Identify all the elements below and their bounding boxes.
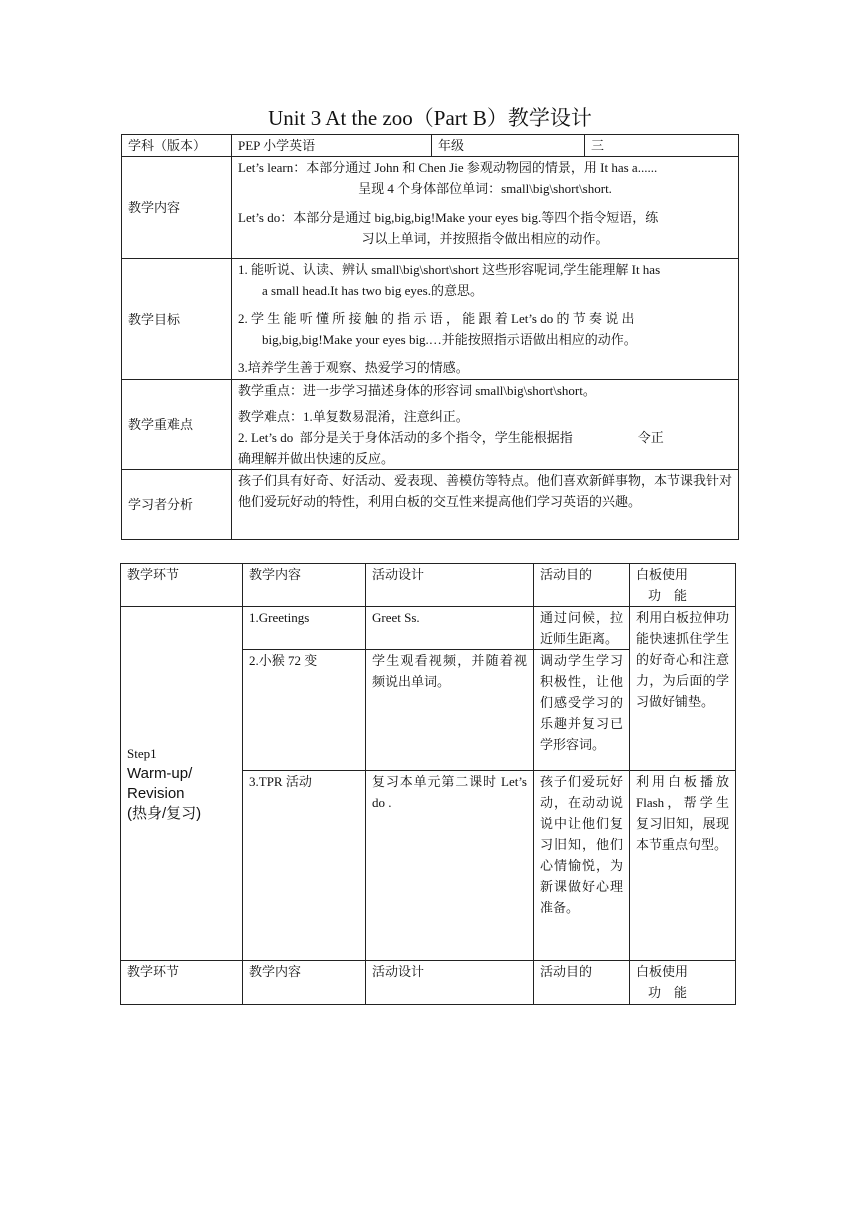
goals-cell (232, 259, 739, 380)
learners-row (122, 470, 739, 540)
goal-1a: 1. 能听说、认读、辨认 small\big\short\short 这些形容呢词,学生能理解 It has (238, 262, 661, 277)
grade-value: 三 (585, 135, 739, 157)
row2-purpose: 调动学生学习积极性，让他们感受学习的乐趣并复习已学形容词。 (534, 650, 630, 771)
header-whiteboard (630, 564, 736, 607)
goal-1b: a small head.It has two big eyes.的意思。 (262, 283, 483, 298)
header-whiteboard-line1: 白板使用 (636, 567, 689, 582)
footer-header-whiteboard-line1: 白板使用 (636, 964, 689, 979)
row1-design: Greet Ss. (366, 607, 534, 650)
goal-2b: big,big,big!Make your eyes big.…并能按照指示语做出相应的动作。 (262, 332, 637, 347)
content-cell (232, 157, 739, 259)
subject-row (122, 135, 739, 157)
footer-header-whiteboard (630, 961, 736, 1005)
footer-header-content: 教学内容 (243, 961, 366, 1005)
info-table (121, 134, 739, 540)
goal-2a: 2. 学 生 能 听 懂 所 接 触 的 指 示 语 ， 能 跟 着 Let’s do 的 节 奏 说 出 (238, 311, 635, 326)
step-name-1: Warm-up/ (127, 765, 193, 782)
content-label: 教学内容 (122, 157, 232, 259)
row3-purpose: 孩子们爱玩好动，在动动说说中让他们复习旧知，他们心情愉悦，为新课做好心理准备。 (534, 771, 630, 961)
content-line-1: Let’s learn：本部分通过 John 和 Chen Jie 参观动物园的情景，用 It has a...... (238, 160, 658, 175)
step-name-3: (热身/复习) (127, 805, 202, 822)
process-header-row (121, 564, 736, 607)
content-line-2: 呈现 4 个身体部位单词：small\big\short\short. (358, 181, 612, 196)
row3-whiteboard: 利用白板播放 Flash，帮学生复习旧知，展现本节重点句型。 (630, 771, 736, 961)
learners-text: 孩子们具有好奇、好活动、爱表现、善模仿等特点。他们喜欢新鲜事物，本节课我针对他们爱玩好动的特性，利用白板的交互性来提高他们学习英语的兴趣。 (232, 470, 739, 540)
content-line-4: 习以上单词，并按照指令做出相应的动作。 (361, 231, 609, 246)
subject-label: 学科（版本） (122, 135, 232, 157)
keypoint-3: 2. Let’s do 部分是关于身体活动的多个指令，学生能根据指 令正 (238, 430, 664, 445)
header-design: 活动设计 (366, 564, 534, 607)
keypoints-label: 教学重难点 (122, 380, 232, 470)
process-table (120, 563, 736, 1005)
learners-label: 学习者分析 (122, 470, 232, 540)
row3-design: 复习本单元第二课时 Let’s do . (366, 771, 534, 961)
footer-header-step: 教学环节 (121, 961, 243, 1005)
content-line-3: Let’s do：本部分是通过 big,big,big!Make your eyes big.等四个指令短语，练 (238, 210, 659, 225)
header-content: 教学内容 (243, 564, 366, 607)
row1-purpose: 通过问候，拉近师生距离。 (534, 607, 630, 650)
table-row (121, 607, 736, 650)
row2-design: 学生观看视频，并随着视频说出单词。 (366, 650, 534, 771)
content-row (122, 157, 739, 259)
step-cell (121, 607, 243, 961)
step-number: Step1 (127, 746, 157, 761)
footer-header-purpose: 活动目的 (534, 961, 630, 1005)
keypoint-4: 确理解并做出快速的反应。 (238, 451, 395, 466)
goals-label: 教学目标 (122, 259, 232, 380)
goal-3: 3.培养学生善于观察、热爱学习的情感。 (238, 360, 469, 375)
keypoints-cell (232, 380, 739, 470)
subject-value: PEP 小学英语 (232, 135, 432, 157)
row3-content: 3.TPR 活动 (243, 771, 366, 961)
header-whiteboard-line2: 功 能 (648, 588, 688, 603)
step-name-2: Revision (127, 785, 185, 802)
keypoints-row (122, 380, 739, 470)
header-step: 教学环节 (121, 564, 243, 607)
grade-label: 年级 (432, 135, 585, 157)
footer-header-whiteboard-line2: 功 能 (648, 985, 688, 1000)
footer-header-design: 活动设计 (366, 961, 534, 1005)
row1-content: 1.Greetings (243, 607, 366, 650)
footer-header-row (121, 961, 736, 1005)
keypoint-1: 教学重点：进一步学习描述身体的形容词 small\big\short\short。 (238, 383, 596, 398)
whiteboard-group1: 利用白板拉伸功能快速抓住学生的好奇心和注意力，为后面的学习做好铺垫。 (630, 607, 736, 771)
goals-row (122, 259, 739, 380)
page-title: Unit 3 At the zoo（Part B）教学设计 (268, 106, 592, 130)
header-purpose: 活动目的 (534, 564, 630, 607)
row2-content: 2.小猴 72 变 (243, 650, 366, 771)
keypoint-2: 教学难点：1.单复数易混淆，注意纠正。 (238, 409, 469, 424)
